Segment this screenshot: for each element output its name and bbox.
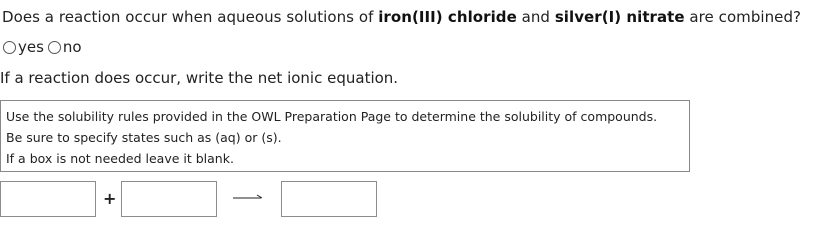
hint-line: Use the solubility rules provided in the OWL Preparation Page to determine the solubility of compounds.	[6, 109, 658, 124]
reagent-2: silver(I) nitrate	[554, 8, 685, 26]
question-middle: and	[516, 8, 555, 26]
instruction-text: If a reaction does occur, write the net ionic equation.	[0, 69, 399, 87]
plus-sign: +	[103, 189, 117, 208]
question-prefix: Does a reaction occur when aqueous solutions of	[2, 8, 379, 26]
question-suffix: are combined?	[684, 8, 802, 26]
right-arrow-icon	[232, 193, 264, 203]
product-1-input[interactable]	[281, 181, 377, 217]
option-yes[interactable]	[3, 38, 44, 56]
option-no[interactable]	[48, 38, 82, 56]
hint-line: Be sure to specify states such as (aq) or (s).	[6, 130, 282, 145]
option-no-label: no	[62, 38, 82, 56]
reactant-1-input[interactable]	[0, 181, 96, 217]
question-text	[2, 8, 801, 26]
reagent-1: iron(III) chloride	[378, 8, 517, 26]
answer-options	[3, 38, 86, 56]
reactant-2-input[interactable]	[121, 181, 217, 217]
hint-line: If a box is not needed leave it blank.	[6, 151, 234, 166]
radio-no[interactable]	[48, 41, 61, 54]
hint-box	[0, 100, 690, 172]
option-yes-label: yes	[18, 38, 44, 56]
radio-yes[interactable]	[3, 41, 16, 54]
